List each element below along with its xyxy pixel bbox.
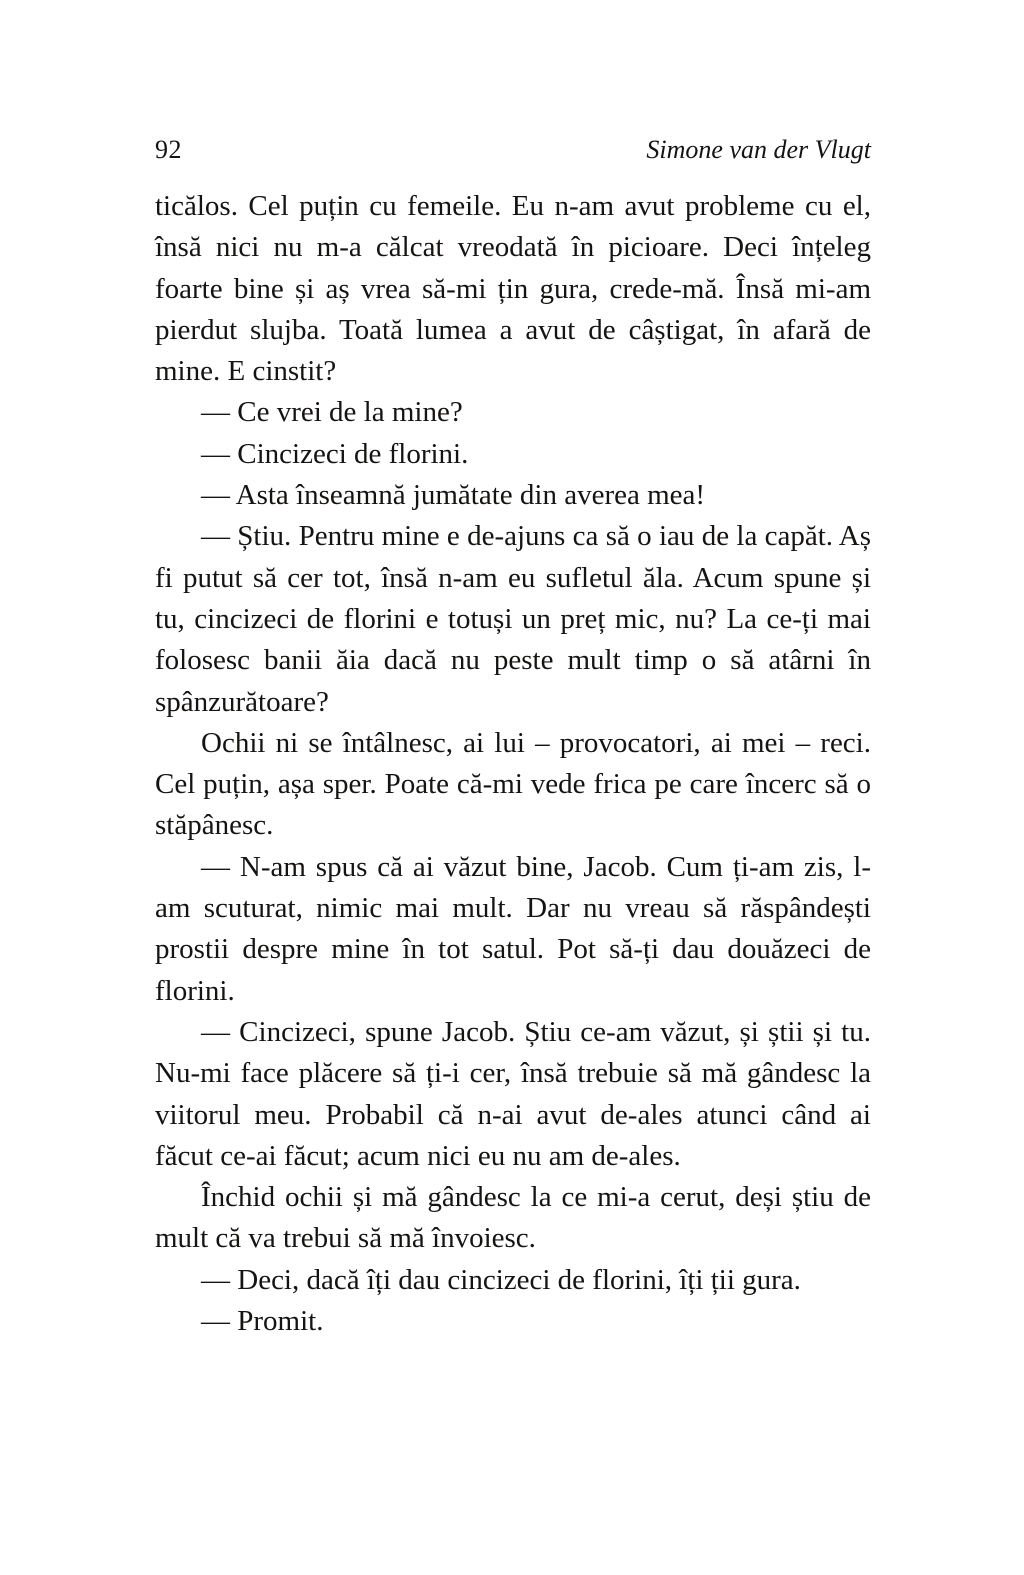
page-number: 92	[155, 135, 182, 164]
dialogue-line: — N-am spus că ai văzut bine, Jacob. Cum ți-am zis, l-am scuturat, nimic mai mult. Dar nu vreau să răspândești prostii despre mine în tot satul. Pot să-ți dau douăzeci de florini.	[155, 850, 871, 1007]
running-header-author: Simone van der Vlugt	[646, 135, 871, 164]
dialogue-line: — Deci, dacă îți dau cincizeci de florini, îți ții gura.	[201, 1263, 801, 1296]
page-header	[155, 134, 871, 165]
narration-paragraph: Închid ochii și mă gândesc la ce mi-a cerut, deși știu de mult că va trebui să mă învoiesc.	[155, 1181, 871, 1255]
dialogue-line: — Asta înseamnă jumătate din averea mea!	[201, 479, 706, 512]
paragraph-continuation: ticălos. Cel puțin cu femeile. Eu n-am avut probleme cu el, însă nici nu m-a călcat vreodată în picioare. Deci înțeleg foarte bine și aș vrea să-mi țin gura, crede-mă. Însă mi-am pierdut slujba. Toată lumea a avut de câștigat, în afară de mine. E cinstit?	[155, 190, 871, 388]
dialogue-line: — Promit.	[201, 1305, 324, 1338]
narration-paragraph: Ochii ni se întâlnesc, ai lui – provocatori, ai mei – reci. Cel puțin, așa sper. Poate că-mi vede frica pe care încerc să o stăpânesc.	[155, 726, 871, 842]
dialogue-line: — Știu. Pentru mine e de-ajuns ca să o iau de la capăt. Aș fi putut să cer tot, însă n-am eu sufletul ăla. Acum spune și tu, cincizeci de florini e totuși un preț mic, nu? La ce-ți mai folosesc banii ăia dacă nu peste mult timp o să atârni în spânzurătoare?	[155, 520, 871, 718]
dialogue-line: — Cincizeci, spune Jacob. Știu ce-am văzut, și știi și tu. Nu-mi face plăcere să ți-i cer, însă trebuie să mă gândesc la viitorul meu. Probabil că n-ai avut de-ales atunci când ai făcut ce-ai făcut; acum nici eu nu am de-ales.	[155, 1015, 871, 1172]
dialogue-line: — Cincizeci de florini.	[201, 437, 469, 470]
dialogue-line: — Ce vrei de la mine?	[201, 396, 463, 429]
page-body	[155, 186, 871, 1342]
